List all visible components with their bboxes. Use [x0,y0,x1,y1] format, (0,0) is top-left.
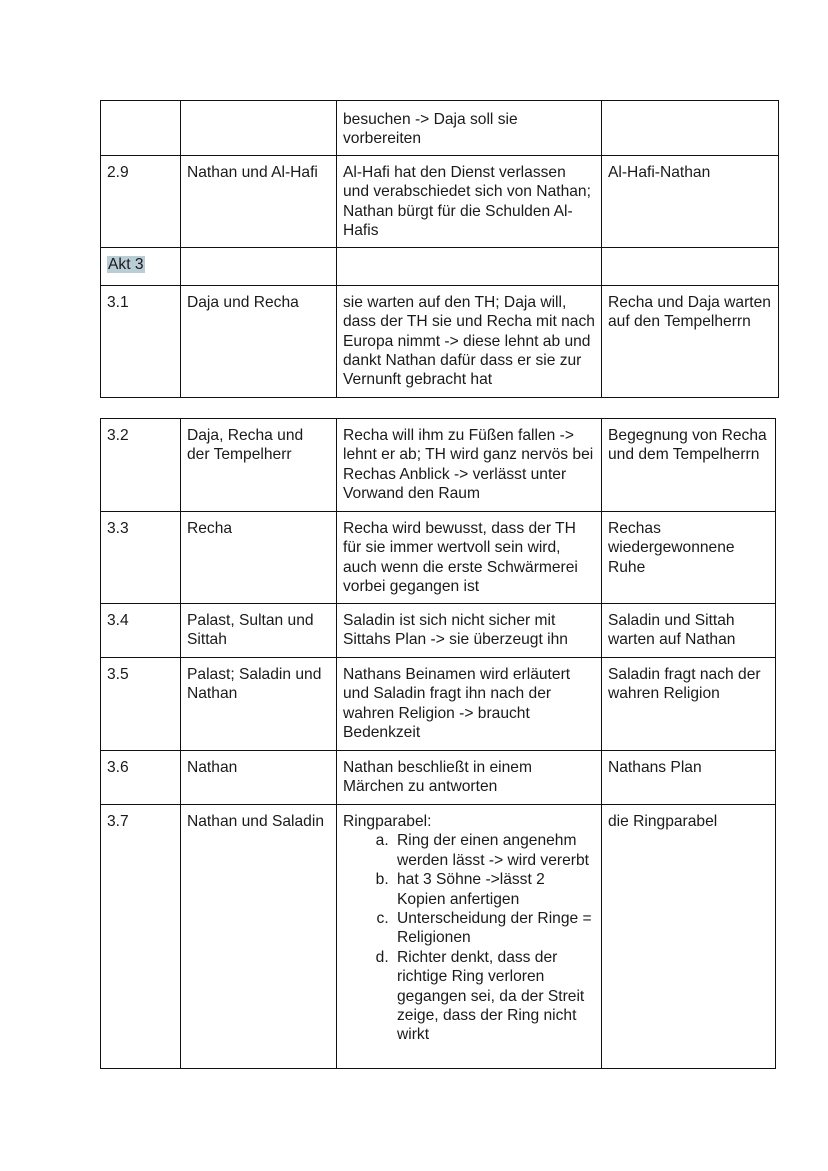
cell-inhalt: sie warten auf den TH; Daja will, dass der TH sie und Recha mit nach Europa nimmt -> diese lehnt ab und dankt Nathan dafür dass er sie zur Vernunft gebracht hat [337,285,602,397]
cell-personen: Nathan und Al-Hafi [181,155,337,247]
cell-personen [181,101,337,156]
ringparabel-list [343,831,595,1044]
cell-inhalt: Al-Hafi hat den Dienst verlassen und verabschiedet sich von Nathan; Nathan bürgt für die Schulden Al-Hafis [337,155,602,247]
table-row-act-heading [101,247,779,285]
cell-inhalt: Nathans Beinamen wird erläutert und Saladin fragt ihn nach der wahren Religion -> braucht Bedenkzeit [337,658,602,751]
cell-nr: 3.2 [101,419,181,512]
cell-personen: Recha [181,512,337,604]
cell-titel: Al-Hafi-Nathan [602,155,779,247]
cell-personen: Nathan und Saladin [181,805,337,1069]
cell-personen: Daja, Recha und der Tempelherr [181,419,337,512]
cell-personen: Nathan [181,751,337,805]
cell-titel: Begegnung von Recha und dem Tempelherrn [602,419,776,512]
cell-personen: Palast, Sultan und Sittah [181,604,337,658]
cell-titel [602,247,779,285]
table-row [101,101,779,156]
cell-titel: Rechas wiedergewonnene Ruhe [602,512,776,604]
cell-inhalt: besuchen -> Daja soll sie vorbereiten [337,101,602,156]
cell-inhalt: Recha wird bewusst, dass der TH für sie immer wertvoll sein wird, auch wenn die erste Schwärmerei vorbei gegangen ist [337,512,602,604]
cell-titel: Saladin und Sittah warten auf Nathan [602,604,776,658]
cell-nr: 3.1 [101,285,181,397]
cell-titel: Recha und Daja warten auf den Tempelherrn [602,285,779,397]
cell-nr [101,247,181,285]
cell-inhalt [337,247,602,285]
table-row [101,512,776,604]
cell-titel: Nathans Plan [602,751,776,805]
cell-nr [101,101,181,156]
cell-titel: die Ringparabel [602,805,776,1069]
table-row [101,805,776,1069]
table-row [101,658,776,751]
table-row [101,285,779,397]
cell-titel: Saladin fragt nach der wahren Religion [602,658,776,751]
table-row [101,155,779,247]
cell-personen: Daja und Recha [181,285,337,397]
cell-nr: 3.6 [101,751,181,805]
table-row [101,604,776,658]
cell-nr: 3.5 [101,658,181,751]
cell-nr: 3.7 [101,805,181,1069]
act-heading: Akt 3 [108,255,144,273]
cell-personen: Palast; Saladin und Nathan [181,658,337,751]
cell-nr: 3.4 [101,604,181,658]
table-row [101,419,776,512]
scene-table-part-1 [100,100,779,398]
cell-inhalt [337,805,602,1069]
cell-nr: 3.3 [101,512,181,604]
list-item: a. Ring der einen angenehm werden lässt -> wird vererbt [393,831,595,870]
cell-nr: 2.9 [101,155,181,247]
cell-inhalt: Nathan beschließt in einem Märchen zu antworten [337,751,602,805]
list-item: d. Richter denkt, dass der richtige Ring verloren gegangen sei, da der Streit zeige, dass der Ring nicht wirkt [393,948,595,1045]
table-row [101,751,776,805]
cell-titel [602,101,779,156]
cell-inhalt: Recha will ihm zu Füßen fallen -> lehnt er ab; TH wird ganz nervös bei Rechas Anblick -> verlässt unter Vorwand den Raum [337,419,602,512]
cell-inhalt: Saladin ist sich nicht sicher mit Sittahs Plan -> sie überzeugt ihn [337,604,602,658]
ringparabel-heading: Ringparabel: [343,813,432,830]
cell-personen [181,247,337,285]
list-item: c. Unterscheidung der Ringe = Religionen [393,909,595,948]
scene-table-part-2 [100,418,776,1069]
list-item: b. hat 3 Söhne ->lässt 2 Kopien anfertigen [393,870,595,909]
